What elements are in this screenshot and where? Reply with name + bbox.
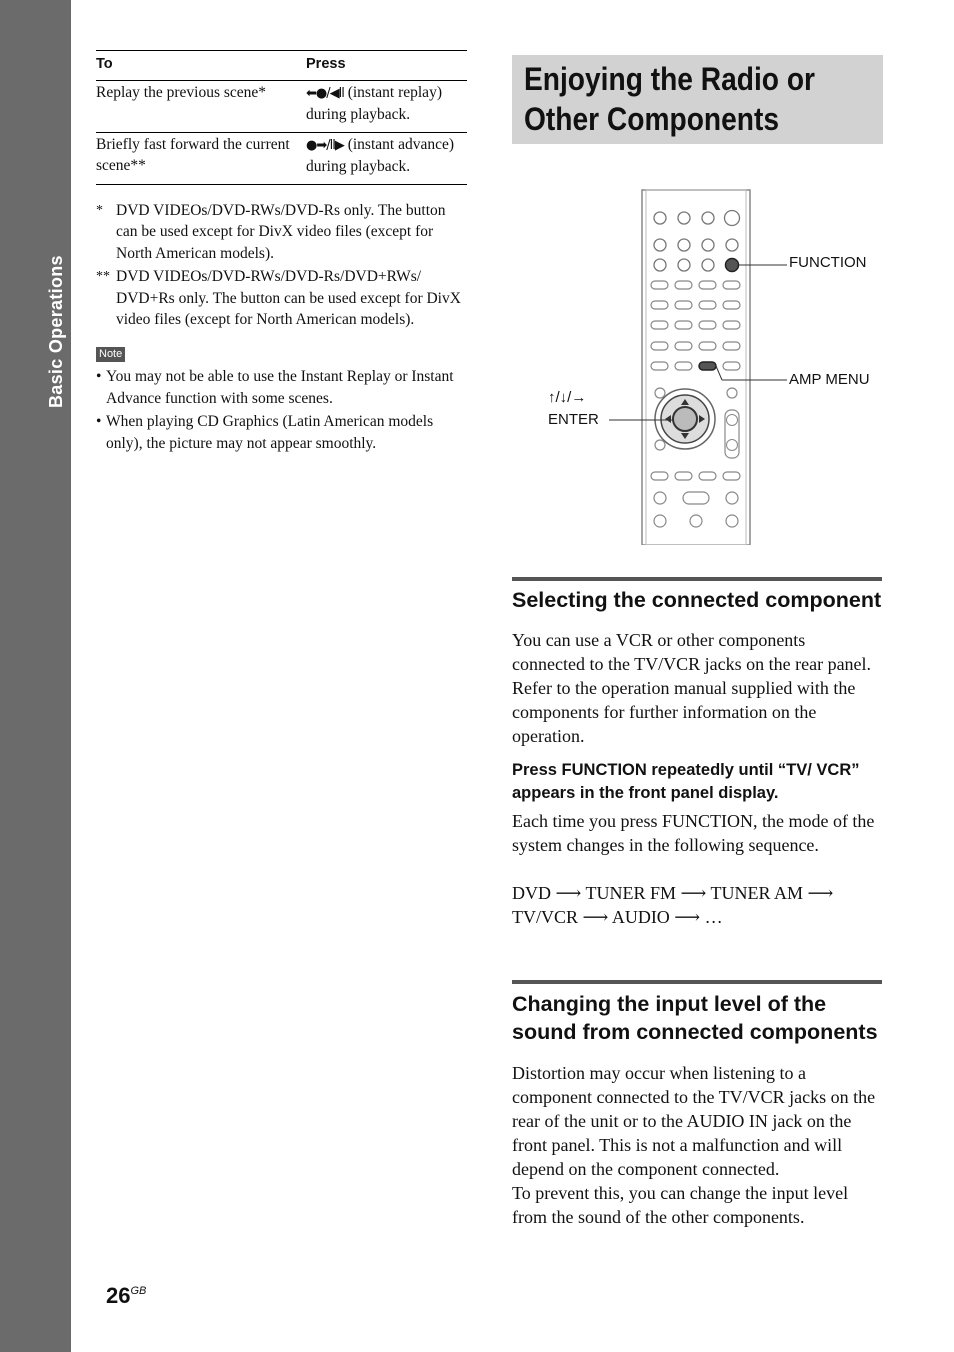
page-number xyxy=(106,1283,146,1309)
footnote-mark: ** xyxy=(96,269,110,284)
section-body: To prevent this, you can change the input level from the sound of the other components. xyxy=(512,1183,849,1227)
bullet-icon: • xyxy=(96,367,102,385)
footnote xyxy=(96,200,467,265)
note-text: When playing CD Graphics (Latin American models only), the picture may not appear smoothly. xyxy=(106,412,434,452)
section-heading: Selecting the connected component xyxy=(512,588,882,612)
arrow-keys-label: ↑/↓/→ xyxy=(548,389,587,406)
section-input-level xyxy=(512,980,882,1229)
bullet-icon: • xyxy=(96,412,102,430)
section-rule xyxy=(512,980,882,984)
table-cell-press xyxy=(306,132,467,184)
section-heading: Changing the input level of the sound from connected components xyxy=(512,992,878,1044)
note-item xyxy=(96,411,467,455)
enter-label: ENTER xyxy=(548,411,599,428)
table-cell-press xyxy=(306,80,467,132)
footnote xyxy=(96,266,467,331)
section-rule xyxy=(512,577,882,581)
section-intro: You can use a VCR or other components connected to the TV/VCR jacks on the rear panel. Refer to the operation manual supplied with the components for further information on the operation. xyxy=(512,629,872,746)
footnotes xyxy=(96,200,467,331)
side-tab-bar xyxy=(0,0,71,1352)
footnote-text: DVD VIDEOs/DVD-RWs/DVD-Rs only. The button can be used except for DivX video files (except for North American models). xyxy=(116,201,446,262)
section-selecting-component xyxy=(512,577,882,929)
instant-replay-icon: ⬅●/◀ll xyxy=(306,85,344,101)
press-text: (instant advance) during playback. xyxy=(306,135,455,175)
page-number-value: 26 xyxy=(106,1283,131,1308)
section-body: Each time you press FUNCTION, the mode of the system changes in the following sequence. xyxy=(512,810,875,855)
page-title: Enjoying the Radio or Other Components xyxy=(524,61,815,137)
remote-control-icon xyxy=(512,185,883,545)
instant-advance-icon: ●➡/ll▶ xyxy=(306,137,344,153)
side-tab-label: Basic Operations xyxy=(46,255,66,408)
function-sequence-line: TV/VCR ⟶ AUDIO ⟶ … xyxy=(512,906,723,927)
note-item xyxy=(96,366,467,410)
button-table xyxy=(96,50,467,185)
title-banner xyxy=(512,55,883,144)
press-text: (instant replay) during playback. xyxy=(306,83,442,123)
function-sequence-line: DVD ⟶ TUNER FM ⟶ TUNER AM ⟶ xyxy=(512,882,834,903)
remote-illustration xyxy=(512,185,883,545)
page-number-suffix: GB xyxy=(130,1285,147,1297)
amp-menu-label: AMP MENU xyxy=(789,371,870,388)
section-body: Distortion may occur when listening to a component connected to the TV/VCR jacks on the rear of the unit or to the AUDIO IN jack on the front panel. This is not a malfunction and will depend on the component connected. xyxy=(512,1063,876,1179)
function-label: FUNCTION xyxy=(789,254,867,271)
table-row xyxy=(96,132,467,184)
footnote-text: DVD VIDEOs/DVD-RWs/DVD-Rs/DVD+RWs/ DVD+Rs only. The button can be used except for DivX video files (except for North American models). xyxy=(116,268,461,328)
table-row xyxy=(96,80,467,132)
instruction-step: Press FUNCTION repeatedly until “TV/ VCR” appears in the front panel display. xyxy=(512,760,860,802)
note-badge: Note xyxy=(96,347,125,362)
note-list xyxy=(96,366,467,455)
table-header-to: To xyxy=(96,51,306,81)
table-cell-to: Replay the previous scene* xyxy=(96,80,306,132)
table-header-press: Press xyxy=(306,51,467,81)
table-cell-to: Briefly fast forward the current scene** xyxy=(96,132,306,184)
footnote-mark: * xyxy=(96,202,103,218)
left-column xyxy=(96,50,467,456)
note-text: You may not be able to use the Instant Replay or Instant Advance function with some scenes. xyxy=(106,367,454,407)
